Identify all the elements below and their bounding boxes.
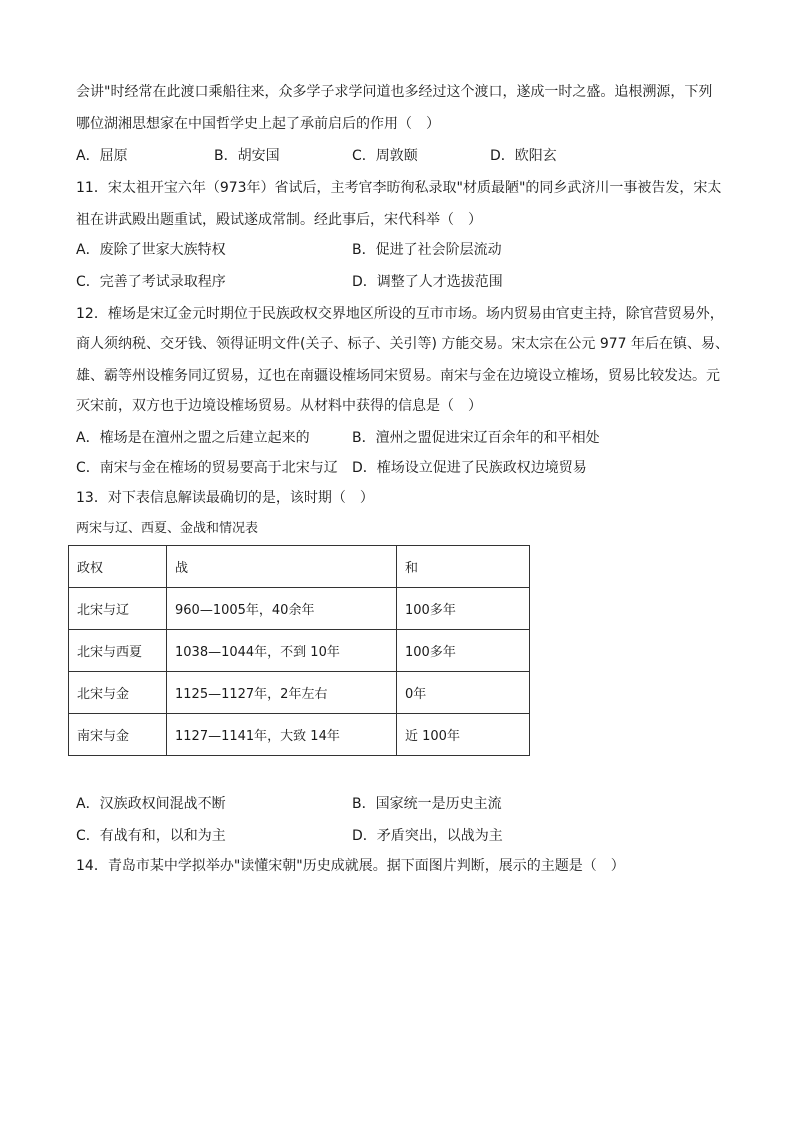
table-row [69, 714, 530, 756]
q12-stem-line-3: 雄、霸等州设榷务同辽贸易，辽也在南疆设榷场同宋贸易。南宋与金在边境设立榷场，贸易比较发达。元 [76, 368, 720, 384]
q13-stem: 13．对下表信息解读最确切的是，该时期（ ） [76, 490, 374, 506]
table-cell: 北宋与辽 [69, 588, 167, 630]
table-cell: 100多年 [397, 630, 530, 672]
table-cell: 近 100年 [397, 714, 530, 756]
war-peace-table [68, 545, 530, 756]
table-header-cell: 战 [167, 546, 397, 588]
q10-option-a[interactable]: A．屈原 [76, 148, 128, 164]
q10-option-d[interactable]: D．欧阳玄 [490, 148, 557, 164]
q10-stem-line-2: 哪位湖湘思想家在中国哲学史上起了承前启后的作用（ ） [76, 116, 440, 132]
table-header-row [69, 546, 530, 588]
q12-stem-line-2: 商人须纳税、交牙钱、领得证明文件(关子、标子、关引等) 方能交易。宋太宗在公元 977 年后在镇、易、 [76, 336, 729, 352]
q12-option-d[interactable]: D．榷场设立促进了民族政权边境贸易 [352, 460, 587, 476]
table-cell: 0年 [397, 672, 530, 714]
q11-stem-line-2: 祖在讲武殿出题重试，殿试遂成常制。经此事后，宋代科举（ ） [76, 212, 482, 228]
table-cell: 100多年 [397, 588, 530, 630]
q13-option-a[interactable]: A．汉族政权间混战不断 [76, 796, 226, 812]
table-row [69, 588, 530, 630]
q11-option-a[interactable]: A．废除了世家大族特权 [76, 242, 226, 258]
q13-option-c[interactable]: C．有战有和，以和为主 [76, 828, 226, 844]
table-cell: 960—1005年，40余年 [167, 588, 397, 630]
table-cell: 1125—1127年，2年左右 [167, 672, 397, 714]
q13-option-d[interactable]: D．矛盾突出，以战为主 [352, 828, 503, 844]
q12-stem-line-1: 12．榷场是宋辽金元时期位于民族政权交界地区所设的互市市场。场内贸易由官吏主持，除官营贸易外， [76, 306, 724, 322]
q10-option-b[interactable]: B．胡安国 [214, 148, 280, 164]
table-cell: 南宋与金 [69, 714, 167, 756]
table-cell: 北宋与金 [69, 672, 167, 714]
q12-option-c[interactable]: C．南宋与金在榷场的贸易要高于北宋与辽 [76, 460, 338, 476]
table-header-cell: 和 [397, 546, 530, 588]
q13-option-b[interactable]: B．国家统一是历史主流 [352, 796, 502, 812]
q12-stem-line-4: 灭宋前，双方也于边境设榷场贸易。从材料中获得的信息是（ ） [76, 398, 482, 414]
q14-stem: 14．青岛市某中学拟举办"读懂宋朝"历史成就展。据下面图片判断，展示的主题是（ ） [76, 858, 625, 874]
q11-option-b[interactable]: B．促进了社会阶层流动 [352, 242, 502, 258]
q10-option-c[interactable]: C．周敦颐 [352, 148, 418, 164]
q13-table-caption: 两宋与辽、西夏、金战和情况表 [76, 521, 259, 536]
table-row [69, 672, 530, 714]
q11-option-c[interactable]: C．完善了考试录取程序 [76, 274, 226, 290]
table-cell: 1127—1141年，大致 14年 [167, 714, 397, 756]
q10-stem-line-1: 会讲"时经常在此渡口乘船往来，众多学子求学问道也多经过这个渡口，遂成一时之盛。追根溯源，下列 [76, 84, 713, 100]
table-cell: 北宋与西夏 [69, 630, 167, 672]
q12-option-a[interactable]: A．榷场是在澶州之盟之后建立起来的 [76, 430, 310, 446]
q11-option-d[interactable]: D．调整了人才选拔范围 [352, 274, 503, 290]
table-header-cell: 政权 [69, 546, 167, 588]
table-row [69, 630, 530, 672]
q12-option-b[interactable]: B．澶州之盟促进宋辽百余年的和平相处 [352, 430, 600, 446]
table-cell: 1038—1044年，不到 10年 [167, 630, 397, 672]
q11-stem-line-1: 11．宋太祖开宝六年（973年）省试后，主考官李昉徇私录取"材质最陋"的同乡武济川一事被告发，宋太 [76, 180, 722, 196]
